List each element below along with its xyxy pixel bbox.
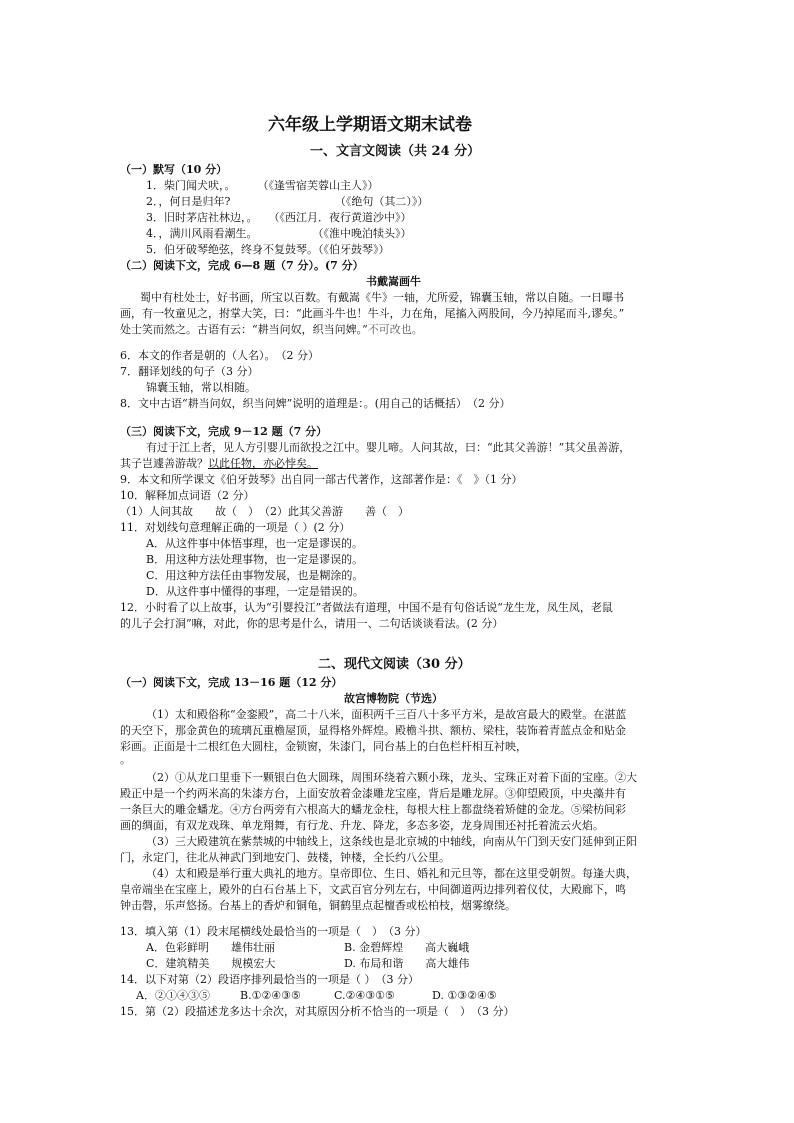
underlined-sentence: 以此任物，亦必悖矣。: [208, 457, 318, 470]
dictation-line-1: 1．柴门闻犬吠，。 （《逢雪宿芙蓉山主人》）: [146, 179, 379, 192]
p4-line: 钟击磬，乐声悠扬。台基上的香炉和铜龟，铜鹤里点起檀香或松柏枝，烟雾缭绕。: [120, 899, 516, 912]
p4-line: 皇帝端坐在宝座上，殿外的白石台基上下，文武百官分列左右，中间御道两边排列着仪仗，大殿廊下，鸣: [120, 883, 626, 896]
p4-line: （4）太和殿是举行重大典礼的地方。皇帝即位、生日、婚礼和元旦等，都在这里受朝贺。每逢大典，: [146, 867, 637, 880]
question-7: 7．翻译划线的句子（3 分）: [120, 365, 259, 378]
p2-line: 一条巨大的雕金蟠龙。④方台两旁有六根高大的蟠龙金柱，每根大柱上都盘绕着矫健的金龙。⑤梁枋间彩: [120, 803, 626, 816]
passage-text-gray: 不可改也。: [367, 323, 423, 336]
p2-line: 殿正中是一个约两米高的朱漆方台，上面安放着金漆雕龙宝座，背后是雕龙屏。③仰望殿顶，中央藻井有: [120, 787, 626, 800]
part2-heading: （二）阅读下文，完成 6—8 题（7 分）。(7 分）: [120, 259, 364, 272]
passage-line: [140, 290, 624, 306]
passage-line: 有过于江上者，见人方引婴儿而欲投之江中。婴儿啼。人问其故，曰：“此其父善游！”其父虽善游，: [146, 441, 631, 454]
passage-line: 画，有一牧童见之，拊掌大笑，曰：“此画斗牛也！牛斗，力在角，尾搐入两股间，今乃掉尾而斗,谬矣。”: [120, 307, 625, 320]
question-10: 10．解释加点词语（2 分）: [120, 489, 255, 502]
passage-line: [120, 456, 318, 472]
passage-title-palace: 故宫博物院（节选）: [344, 692, 443, 705]
question-11: 11．对划线句意理解正确的一项是（ ）(2 分）: [120, 521, 351, 534]
question-13-option-b: B. 金碧辉煌 高大巍峨: [344, 941, 470, 954]
question-14: 14．以下对第（2）段语序排列最恰当的一项是（ ） （3 分）: [120, 973, 419, 986]
passage-title-dai-song: 书戴嵩画牛: [366, 275, 421, 288]
question-12: 12．小时看了以上故事，认为“引婴投江”者做法有道理，中国不是有句俗话说“龙生龙，凤生凤，老鼠: [120, 601, 613, 614]
question-11-option-a: A．从这件事中体悟事理，也一定是谬误的。: [146, 537, 363, 550]
dictation-line-4: 4．，满川风雨看潮生。 （《淮中晚泊犊头》）: [146, 227, 412, 240]
section2-heading: 二、现代文阅读（30 分）: [318, 657, 471, 672]
question-14-option-c: C.②④③①⑤: [334, 989, 395, 1002]
p1-line: 的天空下，那金黄色的琉璃瓦重檐屋顶，显得格外辉煌。殿檐斗拱、额枋、梁柱，装饰着青蓝点金和贴金: [120, 724, 626, 737]
question-8: 8．文中古语“耕当问奴，织当问婢”说明的道理是：。(用自己的话概括） （2 分）: [120, 397, 511, 410]
question-10-items: （1）人问其故 故（ ） （2）此其父善游 善（ ）: [120, 505, 409, 518]
p3-line: 门，永定门，往北从神武门到地安门、鼓楼，钟楼，全长约八公里。: [120, 851, 450, 864]
dictation-line-5: 5．伯牙破琴绝弦，终身不复鼓琴。（《伯牙鼓琴》）: [146, 243, 390, 256]
section2-part1-heading: （一）阅读下文，完成 13－16 题（12 分）: [120, 676, 343, 689]
question-14-option-a: A．②①④③⑤: [136, 989, 210, 1002]
p3-line: （3）三大殿建筑在紫禁城的中轴线上，这条线也是北京城的中轴线，向南从午门到天安门延伸到正阳: [146, 835, 637, 848]
dictation-line-3: 3．旧时茅店社林边，。 （《西江月．夜行黄道沙中》）: [146, 211, 412, 224]
question-13-option-d: D. 布局和谐 高大雄伟: [344, 957, 470, 970]
question-13: 13．填入第（1）段末尾横线处最恰当的一项是（ ） （3 分）: [120, 925, 427, 938]
dictation-line-2: 2．，何日是归年? （《绝句（其二）》）: [146, 195, 429, 208]
part3-heading: （三）阅读下文，完成 9－12 题（7 分）: [120, 425, 328, 438]
question-15: 15．第（2）段描述龙多达十余次，对其原因分析不恰当的一项是（ ） （3 分）: [120, 1005, 515, 1018]
passage-line: [120, 322, 423, 338]
p1-line: 。: [120, 753, 131, 766]
question-11-option-b: B．用这种方法处理事物，也一定是谬误的。: [146, 553, 364, 566]
passage-text: 其子岂遽善游哉？: [120, 457, 208, 470]
question-11-option-c: C．用这种方法任由事物发展，也是糊涂的。: [146, 569, 364, 582]
section1-heading: 一、文言文阅读（共 24 分）: [310, 144, 481, 159]
p1-line: （1）太和殿俗称“金銮殿”，高二十八米，面积两千三百八十多平方米，是故宫最大的殿堂。在湛蓝: [146, 708, 627, 721]
question-6: 6．本文的作者是朝的（人名）。 （2 分）: [120, 349, 319, 362]
question-12: 的儿子会打洞”嘛，对此，你的思考是什么，请用一、二句话谈谈看法。(2 分）: [120, 617, 504, 630]
question-7-sentence: 锦囊玉轴，常以相随。: [146, 381, 256, 394]
question-11-option-d: D．从这件事中懂得的事理，一定是错误的。: [146, 585, 364, 598]
passage-text: 处士笑而然之。古语有云：“耕当问奴，织当问婢。”: [120, 323, 368, 336]
part1-heading: （一）默写（10 分）: [120, 163, 228, 176]
question-13-option-a: A．色彩鲜明 雄伟壮丽: [146, 941, 275, 954]
p1-line: 彩画。正面是十二根红色大圆柱，金锁窗，朱漆门，同台基上的白色栏杆相互衬映，: [120, 740, 527, 753]
question-9: 9．本文和所学课文《伯牙鼓琴》出自同一部古代著作，这部著作是：《 》（1 分）: [120, 473, 523, 486]
passage-text: 蜀中有杜处士，好书画，所宝以百数。有戴嵩《牛》一轴，尤所爱，锦囊玉轴，常以自随。一日曝书: [140, 291, 624, 304]
page-title: 六年级上学期语文期末试卷: [268, 115, 472, 135]
question-13-option-c: C．建筑精美 规模宏大: [146, 957, 276, 970]
question-14-option-d: D. ①③②④⑤: [432, 989, 497, 1002]
p2-line: （2）①从龙口里垂下一颗银白色大圆珠，周围环绕着六颗小珠，龙头、宝珠正对着下面的宝座。②大: [146, 771, 637, 784]
p2-line: 画的绸面，有双龙戏珠、单龙翔舞，有行龙、升龙、降龙，多态多姿，龙身周围还衬托着流云火焰。: [120, 819, 604, 832]
question-14-option-b: B.①②④③⑤: [240, 989, 301, 1002]
